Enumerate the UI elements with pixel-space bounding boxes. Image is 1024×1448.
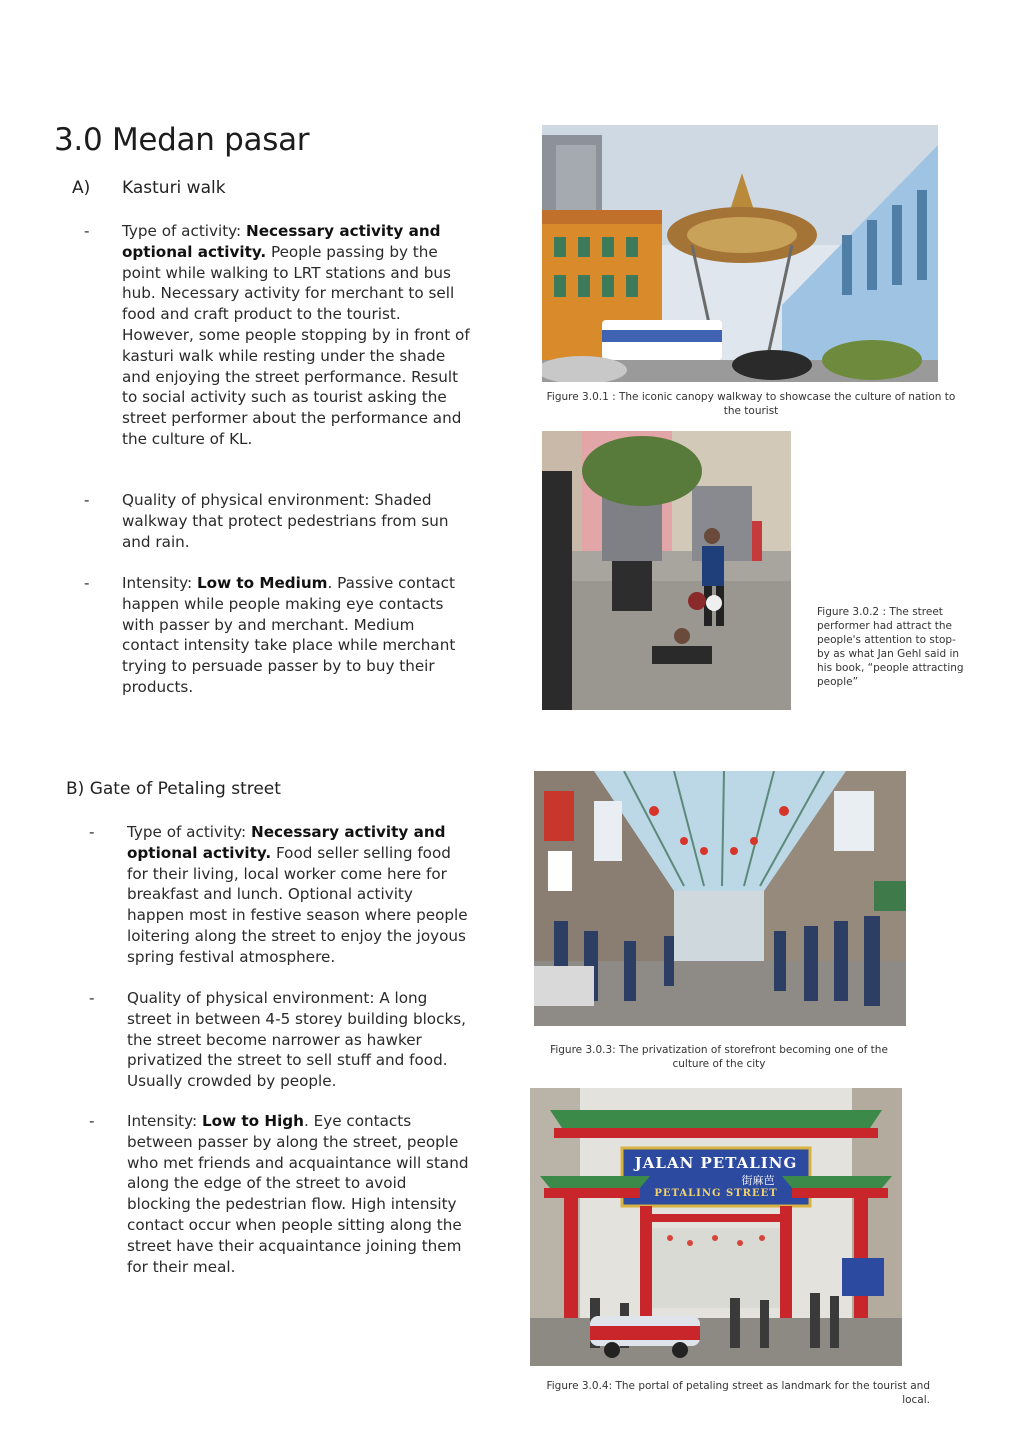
page-title: 3.0 Medan pasar	[54, 122, 310, 158]
photo-kasturi-walk-canopy	[542, 125, 938, 382]
bullet-dash: -	[89, 1112, 95, 1130]
item-text	[127, 988, 469, 1092]
item-text	[122, 221, 470, 450]
section-a-letter: A)	[72, 178, 91, 198]
item-text	[127, 822, 469, 968]
gate-sign-line3: PETALING STREET	[654, 1188, 778, 1199]
bullet-dash: -	[89, 823, 95, 841]
photo-petaling-street-gate	[530, 1088, 902, 1366]
bullet-dash: -	[84, 574, 90, 592]
section-a-title: Kasturi walk	[122, 178, 226, 198]
item-bold: Low to High	[201, 1112, 304, 1130]
item-rest: Food seller selling food for their living, local worker come here for breakfast and lunch. Optional activity happen most in festive season where people loitering along the street to enjoy the joyous spring festival atmosphere.	[127, 843, 468, 966]
item-prefix: Intensity:	[122, 574, 197, 592]
item-prefix: Type of activity:	[122, 222, 246, 240]
section-b-heading: B) Gate of Petaling street	[66, 779, 281, 799]
item-rest: . Passive contact happen while people making eye contacts with passer by and merchant. Medium contact intensity take place while merchant trying to persuade passer by to buy their products.	[122, 574, 456, 696]
section-b-item-1	[89, 822, 469, 972]
section-b-item-3	[89, 1111, 469, 1281]
bullet-dash: -	[84, 222, 90, 240]
item-text	[122, 573, 470, 698]
item-prefix: Type of activity:	[127, 823, 251, 841]
item-rest: . Eye contacts between passer by along the street, people who met friends and acquaintance will stand along the edge of the street to avoid blocking the pedestrian flow. High intensity contact occur when people sitting along the street have their acquaintance joining them for their meal.	[127, 1112, 469, 1276]
bullet-dash: -	[84, 491, 90, 509]
caption-figure-2: Figure 3.0.2 : The street performer had attract the people's attention to stop-by as what Jan Gehl said in his book, “people attracting people”	[817, 606, 964, 688]
caption-figure-4: Figure 3.0.4: The portal of petaling street as landmark for the tourist and local.	[546, 1380, 930, 1406]
item-bold: Necessary activity and optional activity.	[127, 823, 446, 862]
section-a-item-3	[84, 573, 470, 703]
item-prefix: Quality of physical environment: Shaded walkway that protect pedestrians from sun and rain.	[122, 491, 449, 551]
item-text	[122, 490, 470, 552]
photo-street-performer	[542, 431, 791, 710]
section-a-item-2	[84, 490, 470, 554]
gate-sign-line1: JALAN PETALING	[634, 1154, 798, 1172]
photo-petaling-street-crowd	[534, 771, 906, 1026]
bullet-dash: -	[89, 989, 95, 1007]
item-rest: People passing by the point while walking to LRT stations and bus hub. Necessary activity for merchant to sell food and craft product to the tourist. However, some people stopping by in front of kasturi walk while resting under the shade and enjoying the street performance. Result to social activity such as tourist asking the street performer about the performance and the culture of KL.	[122, 242, 470, 448]
caption-figure-1: Figure 3.0.1 : The iconic canopy walkway to showcase the culture of nation to the tourist	[546, 391, 956, 417]
item-prefix: Intensity:	[127, 1112, 202, 1130]
item-bold: Low to Medium	[196, 574, 328, 592]
section-a-item-1	[84, 221, 470, 471]
section-a-heading	[72, 178, 226, 198]
caption-figure-3: Figure 3.0.3: The privatization of storefront becoming one of the culture of the city	[550, 1044, 888, 1070]
item-bold: Necessary activity and optional activity.	[122, 222, 441, 261]
gate-sign-line2: 街麻芭	[741, 1174, 775, 1187]
section-b-item-2	[89, 988, 469, 1094]
item-text	[127, 1111, 469, 1277]
item-prefix: Quality of physical environment: A long street in between 4-5 storey building blocks, the street become narrower as hawker privatized the street to sell stuff and food. Usually crowded by people.	[127, 989, 466, 1091]
